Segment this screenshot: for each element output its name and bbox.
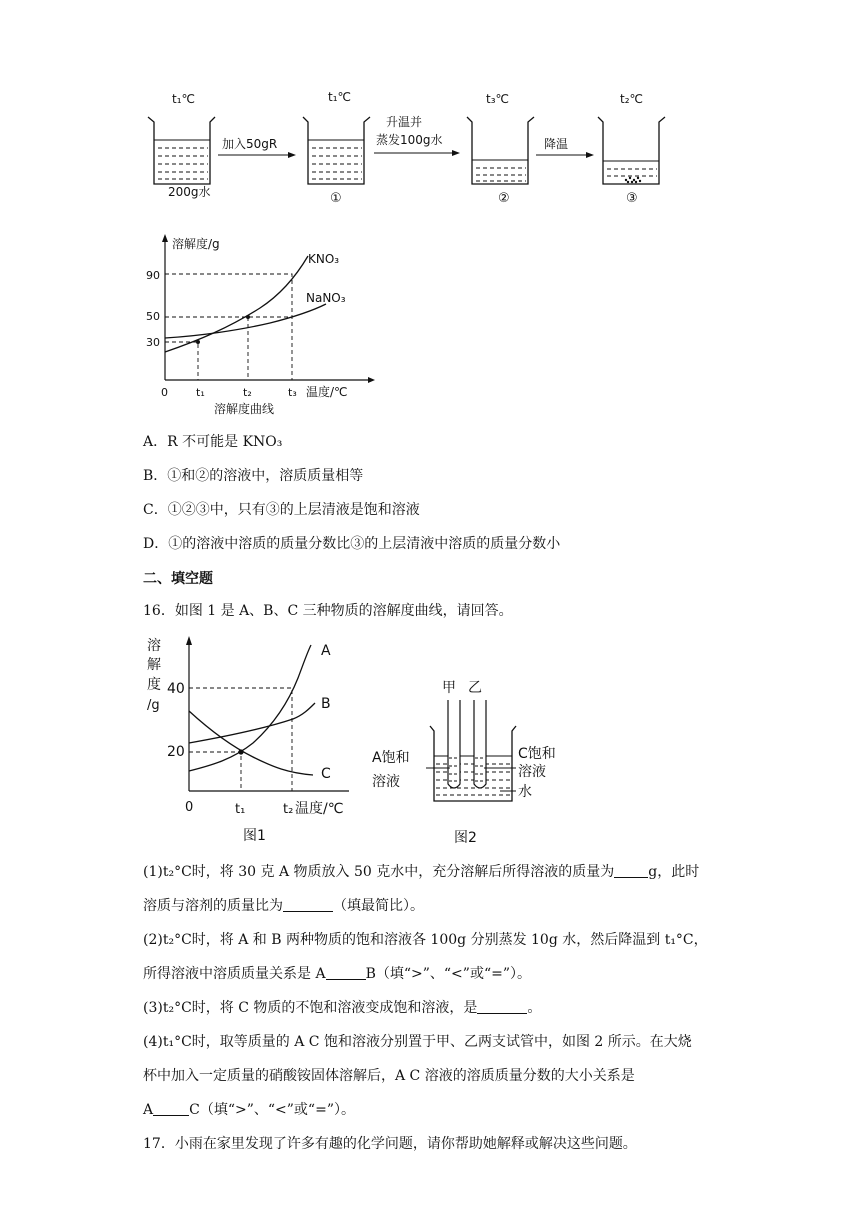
- curve-b: [189, 703, 315, 743]
- test-tube-figure: [370, 676, 570, 846]
- q16-part4-line3: A C（填“>”、“<”或“=”）。: [143, 1102, 355, 1118]
- arrow-label: 加入50gR: [222, 137, 278, 151]
- option-c: C．①②③中，只有③的上层清液是饱和溶液: [143, 502, 420, 518]
- y-tick-label: 50: [146, 310, 160, 323]
- q16-part1-line1: (1)t₂°C时，将 30 克 A 物质放入 50 克水中，充分溶解后所得溶液的质量为 g，此时: [143, 864, 700, 880]
- y-axis-label: /g: [147, 698, 160, 713]
- tube-label-yi: 乙: [468, 680, 482, 696]
- beaker-caption: ①: [330, 191, 342, 206]
- x-tick-label: t₁: [235, 802, 246, 817]
- x-tick-label: t₁: [196, 386, 205, 399]
- beaker-1: [303, 117, 370, 184]
- right-solution-label: 溶液: [518, 764, 546, 780]
- beaker-temp-label: t₂℃: [620, 92, 643, 106]
- y-axis-label: 溶解度/g: [172, 237, 220, 251]
- x-axis-label: 温度/℃: [295, 801, 344, 817]
- beaker-temp-label: t₁℃: [328, 90, 351, 104]
- left-solution-label: 溶液: [372, 774, 400, 790]
- answer-blank[interactable]: [283, 897, 333, 912]
- answer-blank[interactable]: [614, 863, 648, 878]
- chart-caption: 溶解度曲线: [214, 402, 275, 416]
- beaker-process-figure: [140, 82, 680, 214]
- nano3-curve: [165, 304, 326, 338]
- beaker-3: [598, 117, 665, 184]
- q16-part4-line2: 杯中加入一定质量的硝酸铵固体溶解后，A C 溶液的溶质质量分数的大小关系是: [143, 1068, 635, 1084]
- x-tick-label: t₃: [288, 386, 297, 399]
- arrow-label: 升温并: [386, 115, 423, 129]
- q16-part2-line1: (2)t₂°C时，将 A 和 B 两种物质的饱和溶液各 100g 分别蒸发 10g 水，然后降温到 t₁°C，: [143, 932, 708, 948]
- tube-jia: [448, 700, 460, 788]
- beaker-caption: ③: [626, 191, 638, 206]
- arrow-label: 蒸发100g水: [376, 133, 443, 147]
- curve-a: [189, 645, 311, 771]
- answer-blank[interactable]: [326, 965, 366, 980]
- beaker-caption: ②: [498, 191, 510, 206]
- left-solution-label: A饱和: [372, 750, 410, 766]
- option-d: D．①的溶液中溶质的质量分数比③的上层清液中溶质的质量分数小: [143, 536, 561, 552]
- q16-part4-line1: (4)t₁°C时，取等质量的 A C 饱和溶液分别置于甲、乙两支试管中，如图 2 所示。在大烧: [143, 1034, 692, 1050]
- x-tick-label: t₂: [283, 802, 294, 817]
- answer-blank[interactable]: [153, 1101, 189, 1116]
- y-axis-label: 度: [147, 677, 161, 693]
- question-16-stem: 16．如图 1 是 A、B、C 三种物质的溶解度曲线，请回答。: [143, 603, 513, 619]
- y-axis-label: 溶: [147, 638, 161, 654]
- series-label-c: C: [321, 766, 331, 782]
- x-tick-label: t₂: [243, 386, 252, 399]
- beaker-temp-label: t₃℃: [486, 92, 509, 106]
- section-title: 二、填空题: [143, 571, 213, 587]
- beaker-caption: 200g水: [168, 185, 211, 199]
- tube-label-jia: 甲: [442, 680, 456, 696]
- kno3-curve: [165, 256, 308, 352]
- right-solution-label: C饱和: [518, 746, 556, 762]
- y-tick-label: 40: [167, 681, 185, 697]
- beaker-2: [467, 117, 534, 184]
- series-label-a: A: [321, 643, 331, 659]
- beaker-initial: [148, 117, 215, 184]
- y-tick-label: 90: [146, 269, 160, 282]
- arrow-label: 降温: [544, 137, 569, 151]
- series-label-kno3: KNO₃: [308, 252, 340, 266]
- answer-blank[interactable]: [477, 999, 527, 1014]
- x-axis-label: 温度/℃: [306, 385, 348, 399]
- beaker-temp-label: t₁℃: [172, 92, 195, 106]
- figure-caption: 图1: [243, 828, 266, 844]
- series-label-b: B: [321, 696, 331, 712]
- q16-part2-line2: 所得溶液中溶质质量关系是 A B（填“>”、“<”或“=”）。: [143, 966, 531, 982]
- option-a: A．R 不可能是 KNO₃: [143, 434, 283, 450]
- x-tick-label: 0: [185, 800, 194, 815]
- y-axis-label: 解: [147, 657, 161, 673]
- option-b: B．①和②的溶液中，溶质质量相等: [143, 468, 364, 484]
- y-tick-label: 20: [167, 744, 185, 760]
- abc-solubility-chart: [143, 633, 363, 845]
- water-label: 水: [518, 784, 532, 800]
- origin-label: 0: [161, 386, 168, 399]
- q16-part1-line2: 溶质与溶剂的质量比为 （填最简比）。: [143, 898, 424, 914]
- solubility-chart: [140, 230, 390, 420]
- q16-part3: (3)t₂°C时，将 C 物质的不饱和溶液变成饱和溶液，是 。: [143, 1000, 542, 1016]
- question-17-stem: 17．小雨在家里发现了许多有趣的化学问题，请你帮助她解释或解决这些问题。: [143, 1136, 637, 1152]
- y-tick-label: 30: [146, 336, 160, 349]
- figure-caption: 图2: [454, 830, 477, 846]
- tube-yi: [474, 700, 486, 788]
- series-label-nano3: NaNO₃: [306, 291, 346, 305]
